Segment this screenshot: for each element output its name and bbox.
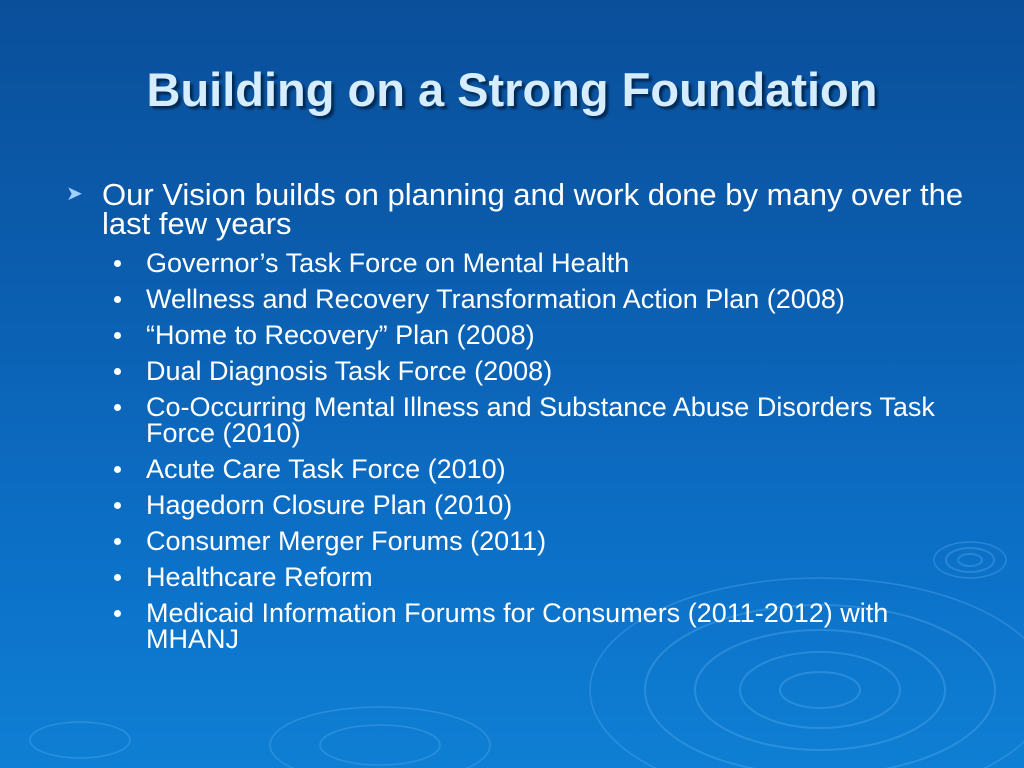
main-bullet-text: Our Vision builds on planning and work done by many over the last few years [102,177,964,241]
list-item-text: Wellness and Recovery Transformation Action Plan (2008) [146,284,845,314]
sub-bullet-list [64,250,964,652]
slide-title: Building on a Strong Foundation [146,63,878,116]
arrow-bullet-icon: ➤ [66,183,83,205]
list-item-text: Consumer Merger Forums (2011) [146,526,547,556]
dot-bullet-icon [114,610,121,617]
list-item-text: “Home to Recovery” Plan (2008) [146,320,535,350]
dot-bullet-icon [114,260,121,267]
list-item [146,564,964,590]
dot-bullet-icon [114,296,121,303]
list-item [146,358,964,384]
list-item [146,528,964,554]
list-item [146,492,964,518]
list-item-text: Co-Occurring Mental Illness and Substance Abuse Disorders Task Force (2010) [146,392,935,448]
slide-body [64,177,964,662]
list-item [146,286,964,312]
main-bullet [64,177,964,241]
list-item [146,456,964,482]
list-item-text: Acute Care Task Force (2010) [146,454,506,484]
dot-bullet-icon [114,538,121,545]
list-item [146,250,964,276]
list-item [146,394,964,446]
list-item [146,322,964,348]
dot-bullet-icon [114,332,121,339]
dot-bullet-icon [114,466,121,473]
list-item-text: Healthcare Reform [146,562,373,592]
list-item [146,600,964,652]
dot-bullet-icon [114,574,121,581]
list-item-text: Governor’s Task Force on Mental Health [146,248,630,278]
list-item-text: Hagedorn Closure Plan (2010) [146,490,513,520]
dot-bullet-icon [114,368,121,375]
dot-bullet-icon [114,502,121,509]
list-item-text: Dual Diagnosis Task Force (2008) [146,356,553,386]
dot-bullet-icon [114,404,121,411]
list-item-text: Medicaid Information Forums for Consumers (2011-2012) with MHANJ [146,598,889,654]
